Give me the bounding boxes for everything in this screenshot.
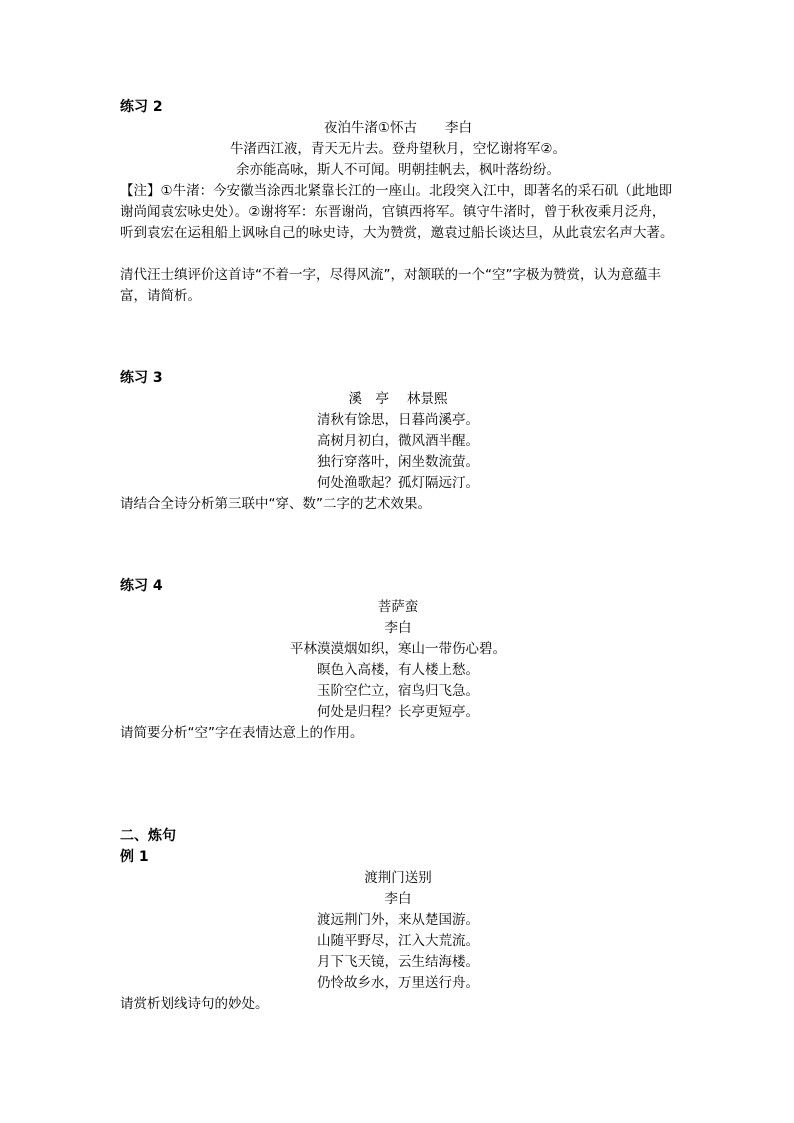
poem-title: 渡荆门送别 bbox=[364, 870, 432, 886]
poem-author: 李白 bbox=[384, 891, 412, 907]
poem-line: 仍怜故乡水，万里送行舟。 bbox=[317, 975, 479, 991]
exercise-3-heading: 练习 3 bbox=[120, 370, 163, 386]
poem-note: 【注】①牛渚：今安徽当涂西北紧靠长江的一座山。北段突入江中，即著名的采石矶（此地即谢尚闻袁宏咏史处）。②谢将军：东晋谢尚，官镇西将军。镇守牛渚时，曾于秋夜乘月泛舟，听到袁宏在运租船上讽咏自己的咏史诗，大为赞赏，邀袁过船长谈达旦，从此袁宏名声大著。 bbox=[120, 183, 674, 241]
poem-author: 林景熙 bbox=[407, 391, 448, 407]
poem-line: 高树月初白，微风酒半醒。 bbox=[317, 433, 479, 449]
exercise-2-question: 清代汪士缜评价这首诗“不着一字，尽得风流”，对颔联的一个“空”字极为赞赏，认为意蕴丰富，请简析。 bbox=[120, 267, 661, 304]
example-1-question: 请赏析划线诗句的妙处。 bbox=[120, 996, 269, 1012]
poem-line: 玉阶空伫立，宿鸟归飞急。 bbox=[317, 683, 479, 699]
exercise-3-question: 请结合全诗分析第三联中“穿、数”二字的艺术效果。 bbox=[120, 496, 431, 512]
poem-author: 李白 bbox=[445, 120, 473, 136]
poem-line: 渡远荆门外，来从楚国游。 bbox=[317, 912, 479, 928]
poem-line: 何处是归程？长亭更短亭。 bbox=[317, 704, 479, 720]
poem-author: 李白 bbox=[384, 620, 412, 636]
exercise-2-title-line bbox=[120, 118, 676, 139]
example-1-heading: 例 1 bbox=[120, 849, 149, 865]
poem-title: 溪 亭 bbox=[348, 391, 389, 407]
exercise-4-question: 请简要分析“空”字在表情达意上的作用。 bbox=[120, 725, 364, 741]
section-2-heading: 二、炼句 bbox=[120, 828, 176, 844]
poem-line: 月下飞天镜，云生结海楼。 bbox=[317, 954, 479, 970]
poem-title: 菩萨蛮 bbox=[377, 599, 419, 615]
poem-line: 余亦能高咏，斯人不可闻。明朝挂帆去，枫叶落纷纷。 bbox=[236, 162, 560, 178]
poem-line: 暝色入高楼，有人楼上愁。 bbox=[317, 662, 479, 678]
poem-line: 牛渚西江液，青天无片去。登舟望秋月，空忆谢将军②。 bbox=[229, 141, 567, 157]
poem-line: 平林漠漠烟如织，寒山一带伤心碧。 bbox=[290, 641, 506, 657]
poem-line: 何处渔歌起？孤灯隔远汀。 bbox=[317, 475, 479, 491]
poem-line: 山随平野尽，江入大荒流。 bbox=[317, 933, 479, 949]
poem-line: 独行穿落叶，闲坐数流萤。 bbox=[317, 454, 479, 470]
poem-title: 夜泊牛渚①怀古 bbox=[323, 120, 418, 136]
exercise-3-title-line bbox=[120, 389, 676, 410]
exercise-2-heading: 练习 2 bbox=[120, 99, 163, 115]
poem-line: 清秋有馀思，日暮尚溪亭。 bbox=[317, 412, 479, 428]
exercise-4-heading: 练习 4 bbox=[120, 578, 163, 594]
